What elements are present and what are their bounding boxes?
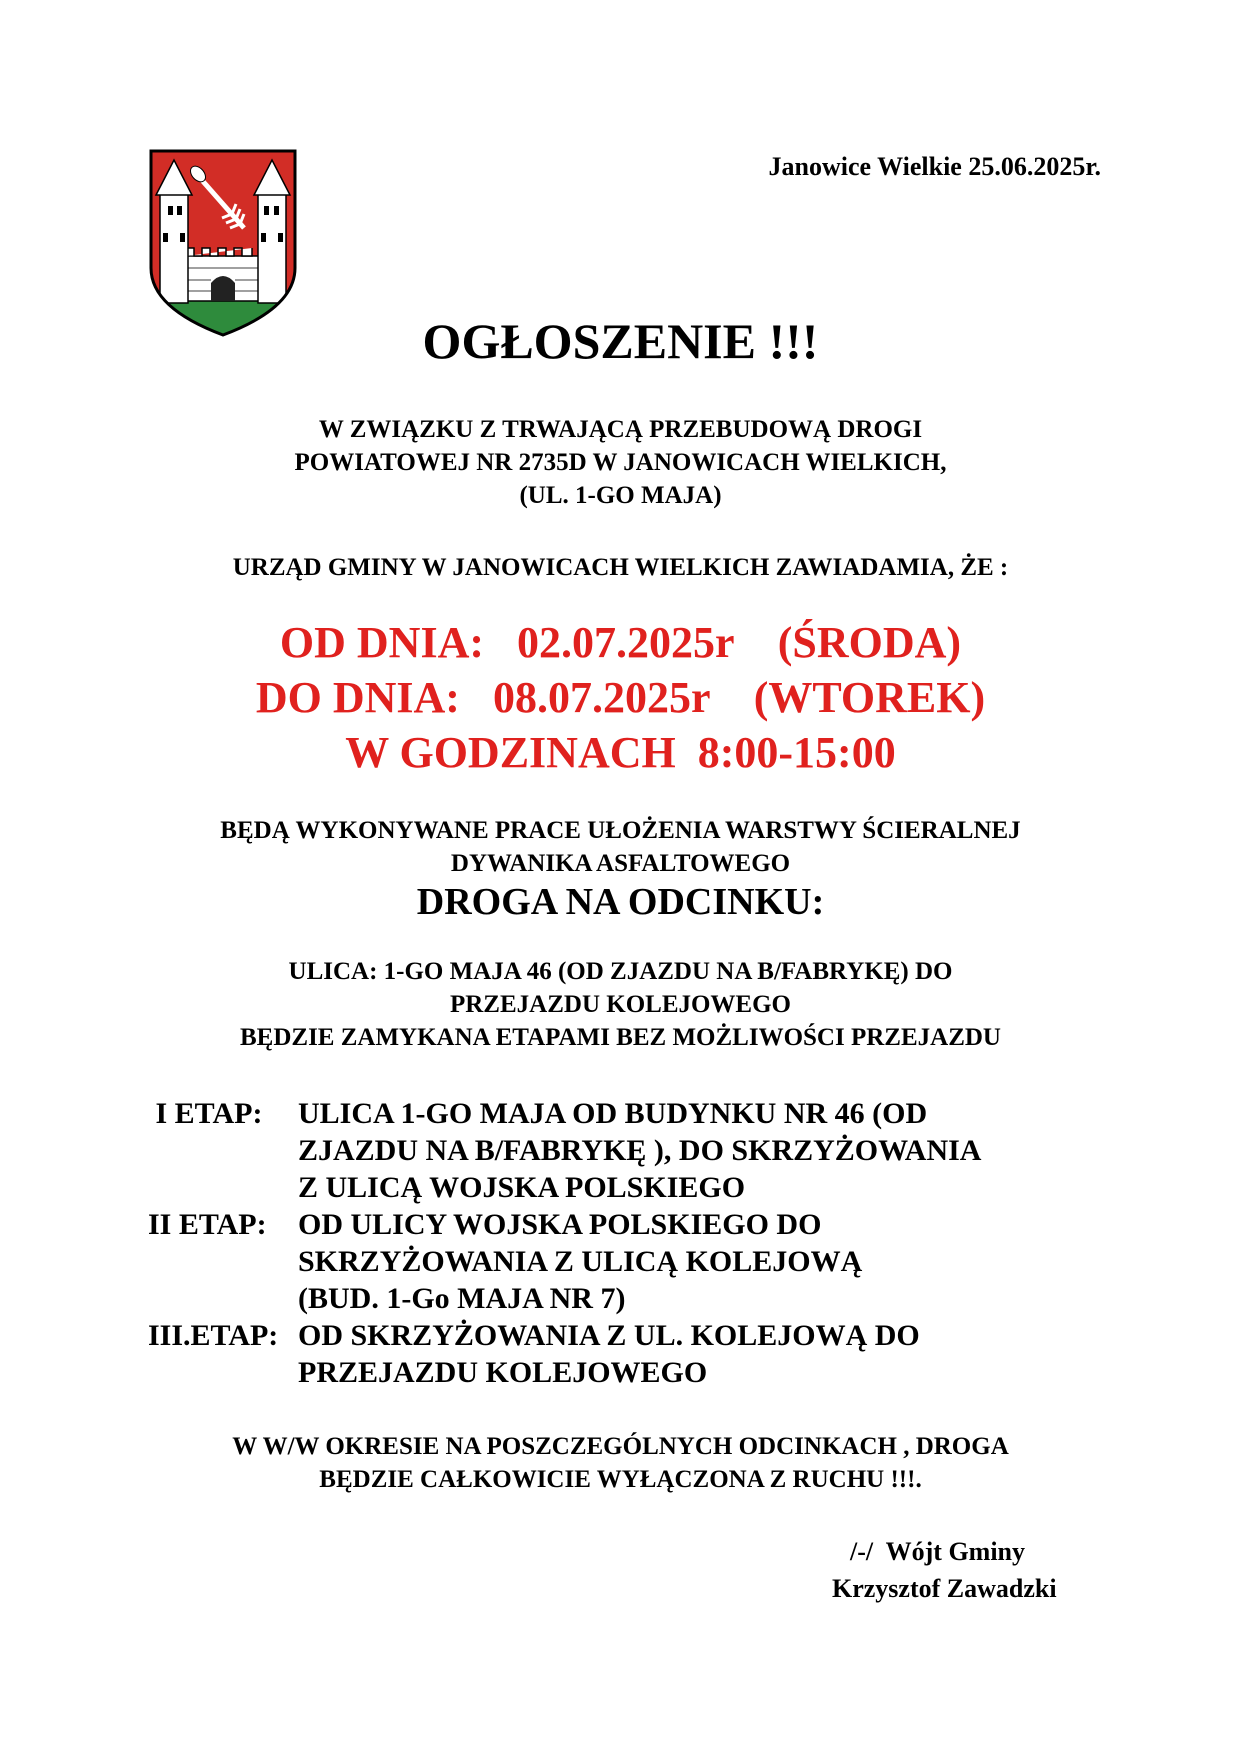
intro-line: POWIATOWEJ NR 2735D W JANOWICACH WIELKICH, — [294, 449, 947, 476]
stage-line: ULICA 1-GO MAJA OD BUDYNKU NR 46 (OD — [298, 1097, 928, 1130]
stage-label: III.ETAP: — [148, 1319, 279, 1352]
signature-title: /-/ Wójt Gminy — [850, 1537, 1026, 1566]
intro-paragraph — [0, 413, 1241, 512]
document-date: Janowice Wielkie 25.06.2025r. — [768, 152, 1101, 181]
notification-line: URZĄD GMINY W JANOWICACH WIELKICH ZAWIADAMIA, ŻE : — [232, 554, 1009, 581]
street-line: PRZEJAZDU KOLEJOWEGO — [449, 991, 791, 1018]
closure-dates — [0, 615, 1241, 780]
stage-line: (BUD. 1-Go MAJA NR 7) — [298, 1282, 626, 1315]
stage-line: Z ULICĄ WOJSKA POLSKIEGO — [298, 1171, 746, 1204]
closure-notice — [0, 1430, 1241, 1496]
intro-line: (UL. 1-GO MAJA) — [519, 482, 722, 509]
signature-name: Krzysztof Zawadzki — [832, 1574, 1057, 1603]
stage-line: OD ULICY WOJSKA POLSKIEGO DO — [298, 1208, 822, 1241]
date-to: DO DNIA: 08.07.2025r (WTOREK) — [255, 673, 986, 722]
work-line: BĘDĄ WYKONYWANE PRACE UŁOŻENIA WARSTWY ŚCIERALNEJ — [220, 817, 1021, 844]
stage-item — [148, 1095, 1058, 1206]
signature-block — [832, 1533, 1057, 1607]
stage-line: SKRZYŻOWANIA Z ULICĄ KOLEJOWĄ — [298, 1245, 863, 1278]
work-description — [0, 814, 1241, 880]
closure-line: BĘDZIE CAŁKOWICIE WYŁĄCZONA Z RUCHU !!!. — [319, 1466, 922, 1493]
working-hours: W GODZINACH 8:00-15:00 — [345, 728, 896, 777]
street-line: BĘDZIE ZAMYKANA ETAPAMI BEZ MOŻLIWOŚCI PRZEJAZDU — [240, 1024, 1001, 1051]
work-line: DYWANIKA ASFALTOWEGO — [450, 850, 791, 877]
stages-list — [148, 1095, 1058, 1391]
closure-line: W W/W OKRESIE NA POSZCZEGÓLNYCH ODCINKACH , DROGA — [232, 1433, 1009, 1460]
street-description — [0, 955, 1241, 1054]
street-line: ULICA: 1-GO MAJA 46 (OD ZJAZDU NA B/FABRYKĘ) DO — [288, 958, 953, 985]
stage-label: II ETAP: — [148, 1208, 267, 1241]
stage-item — [148, 1206, 1058, 1317]
stage-line: OD SKRZYŻOWANIA Z UL. KOLEJOWĄ DO — [298, 1319, 920, 1352]
section-heading: DROGA NA ODCINKU: — [416, 881, 825, 923]
stage-label: I ETAP: — [148, 1097, 263, 1130]
page-title: OGŁOSZENIE !!! — [422, 313, 819, 369]
stage-item — [148, 1317, 1058, 1391]
stage-line: ZJAZDU NA B/FABRYKĘ ), DO SKRZYŻOWANIA — [298, 1134, 982, 1167]
stage-line: PRZEJAZDU KOLEJOWEGO — [298, 1356, 708, 1389]
coat-of-arms-icon — [148, 148, 298, 338]
date-from: OD DNIA: 02.07.2025r (ŚRODA) — [279, 618, 962, 667]
intro-line: W ZWIĄZKU Z TRWAJĄCĄ PRZEBUDOWĄ DROGI — [318, 416, 923, 443]
